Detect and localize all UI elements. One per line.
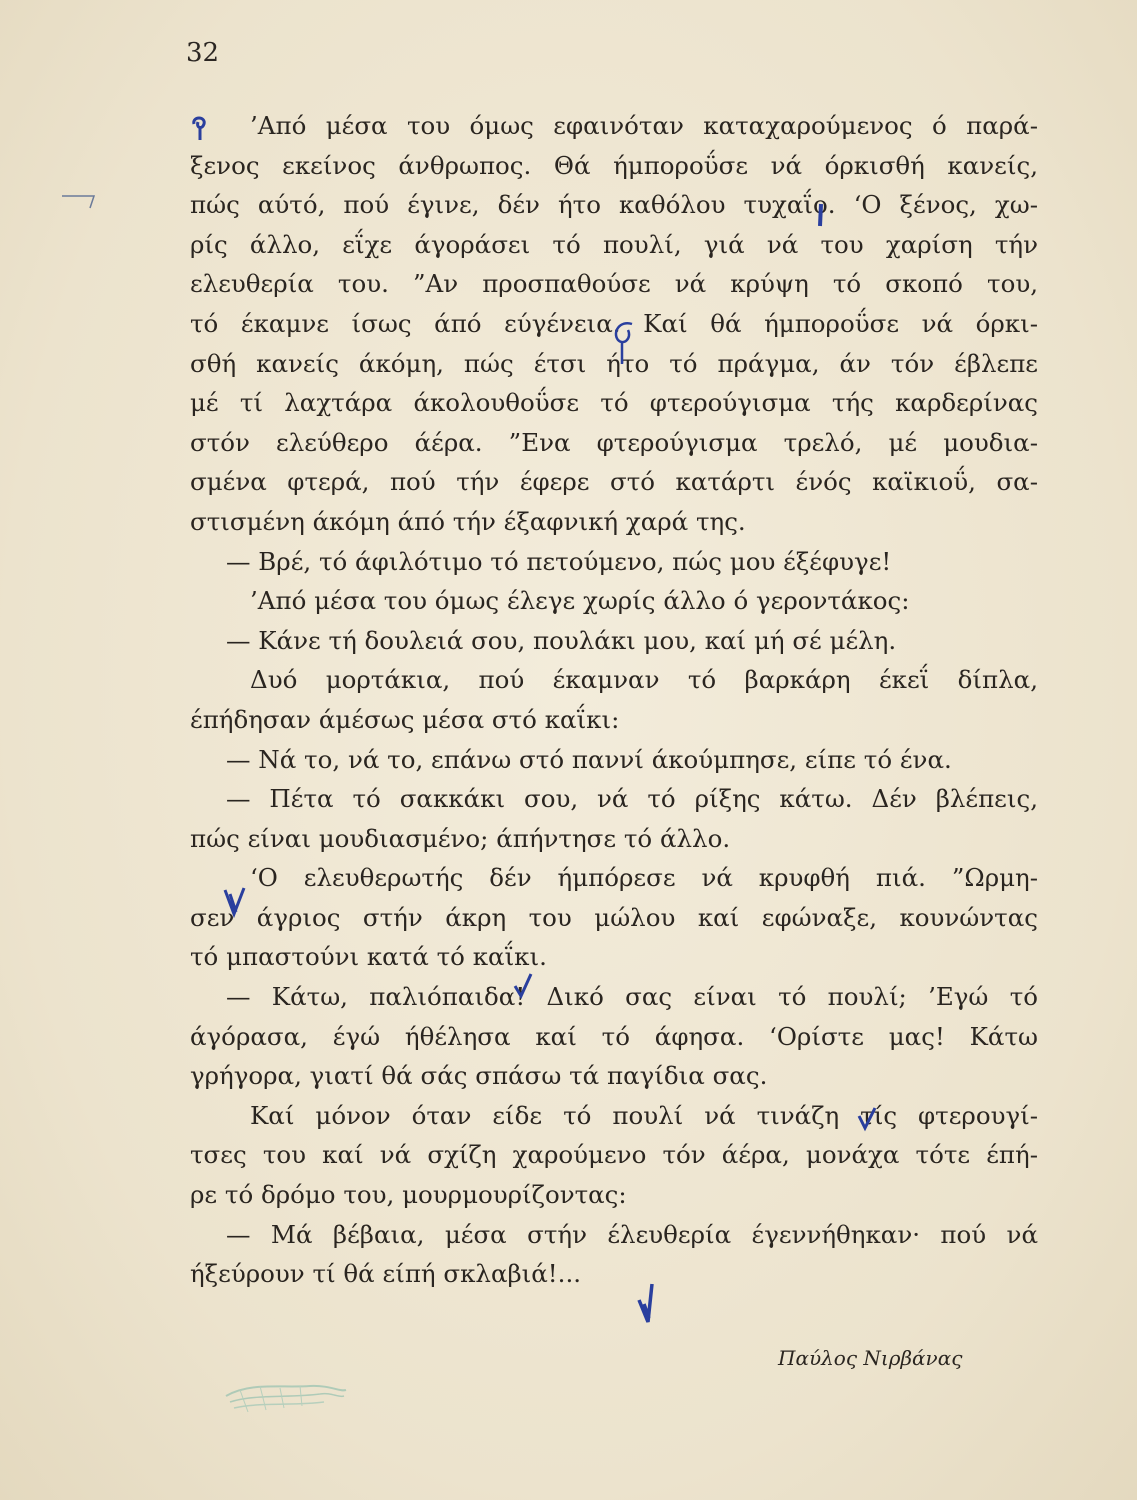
text-line: ρίς άλλο, εΐχε άγοράσει τό πουλί, γιά νά του χαρίση τήν xyxy=(190,229,1038,259)
faded-stamp-icon xyxy=(220,1372,350,1422)
text-line: ’Από μέσα του όμως έλεγε χωρίς άλλο ό γεροντάκος: xyxy=(250,586,910,616)
text-line: στόν ελεύθερο άέρα. ”Ενα φτερούγισμα τρελό, μέ μουδια- xyxy=(190,427,1038,457)
article-text xyxy=(190,106,1038,1294)
author-signature: Παύλος Νιρβάνας xyxy=(778,1346,963,1370)
page-number: 32 xyxy=(186,38,220,68)
text-line: ‘Ο ελευθερωτής δέν ήμπόρεσε νά κρυφθή πιά. ”Ωρμη- xyxy=(250,863,1038,893)
text-line: σθή κανείς άκόμη, πώς έτσι ήτο τό πράγμα, άν τόν έβλεπε xyxy=(190,348,1038,378)
text-line: — Βρέ, τό άφιλότιμο τό πετούμενο, πώς μου έξέφυγε! xyxy=(226,546,892,576)
text-line: — Κάτω, παλιόπαιδα! Δικό σας είναι τό πουλί; ’Εγώ τό xyxy=(226,982,1038,1012)
text-line: σεν άγριος στήν άκρη του μώλου καί εφώναξε, κουνώντας xyxy=(190,902,1038,932)
text-line: τό έκαμνε ίσως άπό εύγένεια. Καί θά ήμποροΰσε νά όρκι- xyxy=(190,308,1038,338)
margin-mark-icon xyxy=(60,192,100,212)
text-line: ρε τό δρόμο του, μουρμουρίζοντας: xyxy=(190,1180,627,1210)
text-line: σμένα φτερά, πού τήν έφερε στό κατάρτι ένός καϊκιοΰ, σα- xyxy=(190,467,1038,497)
text-line: τσες του καί νά σχίζη χαρούμενο τόν άέρα, μονάχα τότε έπή- xyxy=(190,1140,1038,1170)
text-line: στισμένη άκόμη άπό τήν έξαφνική χαρά της. xyxy=(190,506,746,536)
text-line: άγόρασα, έγώ ήθέλησα καί τό άφησα. ‘Ορίστε μας! Κάτω xyxy=(190,1021,1038,1051)
text-line: — Πέτα τό σακκάκι σου, νά τό ρίξης κάτω. Δέν βλέπεις, xyxy=(226,784,1038,814)
pen-mark-icon xyxy=(190,112,210,142)
pen-mark-icon xyxy=(222,884,248,918)
text-line: — Νά το, νά το, επάνω στό παννί άκούμπησε, είπε τό ένα. xyxy=(226,744,952,774)
text-line: Καί μόνον όταν είδε τό πουλί νά τινάζη τίς φτερουγί- xyxy=(250,1100,1038,1130)
text-line: ’Από μέσα του όμως εφαινόταν καταχαρούμενος ό παρά- xyxy=(250,111,1038,140)
text-line: τό μπαστούνι κατά τό καΐκι. xyxy=(190,942,547,972)
pen-mark-icon xyxy=(816,202,826,228)
text-line: μέ τί λαχτάρα άκολουθοΰσε τό φτερούγισμα τής καρδερίνας xyxy=(190,388,1038,418)
text-line: γρήγορα, γιατί θά σάς σπάσω τά παγίδια σας. xyxy=(190,1061,768,1091)
text-line: — Κάνε τή δουλειά σου, πουλάκι μου, καί μή σέ μέλη. xyxy=(226,625,897,655)
text-line: — Μά βέβαια, μέσα στήν έλευθερία έγεννήθηκαν· πού νά xyxy=(226,1219,1038,1249)
text-line: ελευθερία του. ”Αν προσπαθούσε νά κρύψη τό σκοπό του, xyxy=(190,269,1038,299)
checkmark-icon xyxy=(636,1282,660,1326)
text-line: ήξεύρουν τί θά είπή σκλαβιά!... xyxy=(190,1259,582,1289)
pen-mark-icon xyxy=(610,318,636,368)
text-line: ξενος εκείνος άνθρωπος. Θά ήμποροΰσε νά όρκισθή κανείς, xyxy=(190,150,1038,180)
checkmark-icon xyxy=(856,1104,878,1132)
checkmark-icon xyxy=(512,972,534,1000)
text-line: Δυό μορτάκια, πού έκαμναν τό βαρκάρη έκεΐ δίπλα, xyxy=(250,665,1038,695)
text-line: πώς είναι μουδιασμένο; άπήντησε τό άλλο. xyxy=(190,823,731,853)
text-line: έπήδησαν άμέσως μέσα στό καΐκι: xyxy=(190,704,620,734)
text-line: πώς αύτό, πού έγινε, δέν ήτο καθόλου τυχαΐο. ‘Ο ξένος, χω- xyxy=(190,190,1038,220)
